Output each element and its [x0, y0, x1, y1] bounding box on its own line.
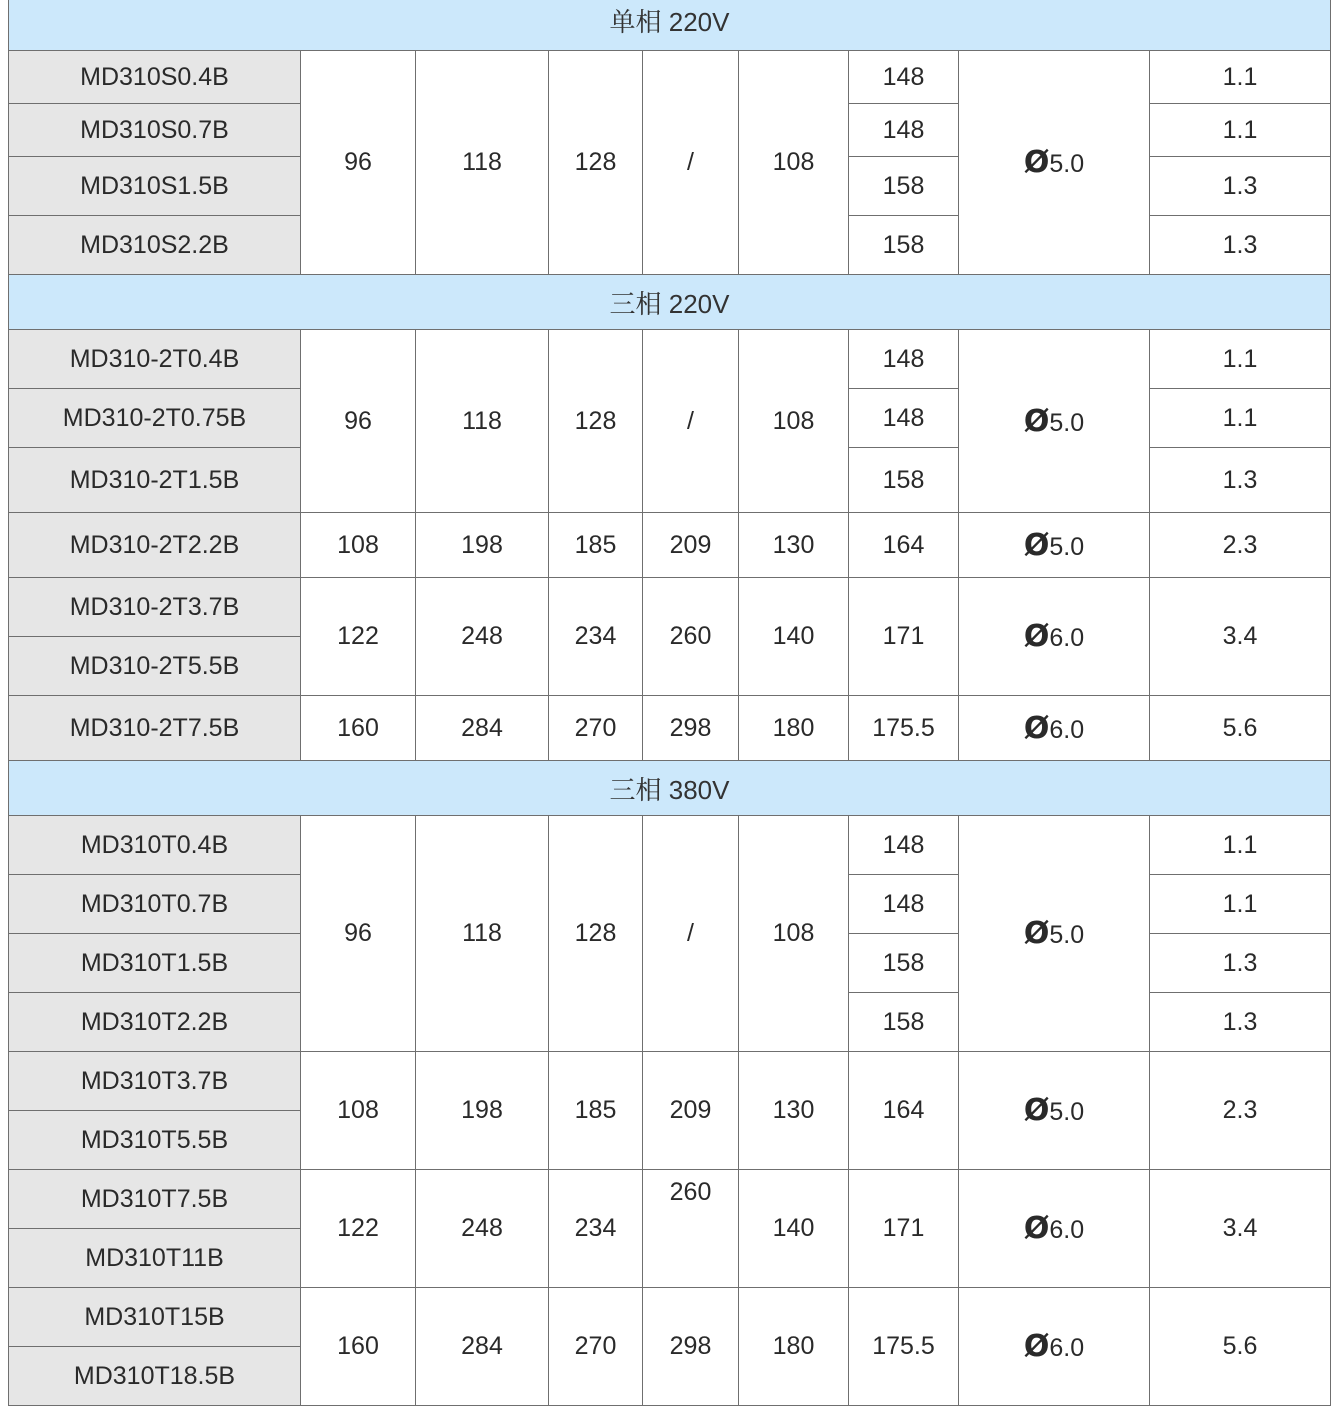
h1-cell: 234: [549, 1170, 643, 1288]
weight-cell: 3.4: [1150, 1170, 1331, 1288]
weight-cell: 1.1: [1150, 389, 1331, 448]
hole-value: 6.0: [1049, 1334, 1085, 1362]
hole-cell: [959, 1170, 1150, 1288]
d-mid-cell: 260: [643, 578, 739, 696]
w1-cell: 140: [739, 578, 849, 696]
depth-cell: 164: [849, 1052, 959, 1170]
hole-cell: [959, 696, 1150, 761]
model-cell: MD310T15B: [9, 1288, 301, 1347]
model-cell: MD310-2T7.5B: [9, 696, 301, 761]
weight-cell: 1.3: [1150, 216, 1331, 275]
d-mid-cell: 298: [643, 1288, 739, 1406]
depth-cell: 148: [849, 389, 959, 448]
hole-cell: [959, 1288, 1150, 1406]
weight-cell: 5.6: [1150, 696, 1331, 761]
diameter-icon: Ø: [1023, 619, 1050, 654]
h1-cell: 234: [549, 578, 643, 696]
weight-cell: 5.6: [1150, 1288, 1331, 1406]
weight-cell: 1.1: [1150, 875, 1331, 934]
w1-cell: 140: [739, 1170, 849, 1288]
w1-cell: 108: [739, 51, 849, 275]
model-cell: MD310S2.2B: [9, 216, 301, 275]
h-cell: 198: [416, 1052, 549, 1170]
w1-cell: 180: [739, 1288, 849, 1406]
depth-cell: 148: [849, 816, 959, 875]
h-cell: 198: [416, 513, 549, 578]
weight-cell: 1.1: [1150, 104, 1331, 157]
weight-cell: 1.3: [1150, 993, 1331, 1052]
weight-cell: 1.3: [1150, 448, 1331, 513]
weight-cell: 1.3: [1150, 157, 1331, 216]
hole-value: 5.0: [1049, 150, 1085, 178]
section-title: 三相 380V: [9, 761, 1331, 816]
model-cell: MD310-2T5.5B: [9, 637, 301, 696]
h-cell: 284: [416, 696, 549, 761]
h-cell: 248: [416, 578, 549, 696]
h1-cell: 128: [549, 330, 643, 513]
depth-cell: 158: [849, 934, 959, 993]
spec-table: [8, 0, 1331, 1406]
weight-cell: 2.3: [1150, 1052, 1331, 1170]
h1-cell: 185: [549, 513, 643, 578]
model-cell: MD310T0.7B: [9, 875, 301, 934]
w1-cell: 108: [739, 816, 849, 1052]
model-cell: MD310S1.5B: [9, 157, 301, 216]
section-title: 三相 220V: [9, 275, 1331, 330]
model-cell: MD310S0.7B: [9, 104, 301, 157]
hole-value: 5.0: [1049, 408, 1085, 437]
diameter-icon: Ø: [1023, 403, 1050, 439]
hole-value: 6.0: [1049, 624, 1085, 652]
section-title: 单相 220V: [9, 0, 1331, 51]
diameter-icon: Ø: [1023, 1329, 1050, 1364]
h-cell: 284: [416, 1288, 549, 1406]
weight-cell: 2.3: [1150, 513, 1331, 578]
depth-cell: 164: [849, 513, 959, 578]
h-cell: 118: [416, 816, 549, 1052]
depth-cell: 148: [849, 330, 959, 389]
w1-cell: 180: [739, 696, 849, 761]
depth-cell: 158: [849, 448, 959, 513]
w-cell: 96: [301, 330, 416, 513]
w-cell: 108: [301, 513, 416, 578]
hole-cell: [959, 578, 1150, 696]
h1-cell: 270: [549, 1288, 643, 1406]
weight-cell: 1.3: [1150, 934, 1331, 993]
w-cell: 160: [301, 696, 416, 761]
hole-value: 5.0: [1049, 532, 1085, 561]
hole-cell: [959, 513, 1150, 578]
h1-cell: 185: [549, 1052, 643, 1170]
w-cell: 96: [301, 51, 416, 275]
diameter-icon: Ø: [1023, 916, 1050, 951]
d-mid-cell: 209: [643, 513, 739, 578]
hole-cell: [959, 816, 1150, 1052]
model-cell: MD310T7.5B: [9, 1170, 301, 1229]
hole-cell: [959, 1052, 1150, 1170]
d-mid-cell: /: [643, 330, 739, 513]
weight-cell: 1.1: [1150, 51, 1331, 104]
h1-cell: 128: [549, 816, 643, 1052]
depth-cell: 171: [849, 1170, 959, 1288]
depth-cell: 148: [849, 51, 959, 104]
h-cell: 118: [416, 51, 549, 275]
model-cell: MD310T18.5B: [9, 1347, 301, 1406]
d-mid-cell: 209: [643, 1052, 739, 1170]
model-cell: MD310-2T2.2B: [9, 513, 301, 578]
h-cell: 118: [416, 330, 549, 513]
model-cell: MD310S0.4B: [9, 51, 301, 104]
d-mid-cell: /: [643, 816, 739, 1052]
model-cell: MD310-2T3.7B: [9, 578, 301, 637]
depth-cell: 148: [849, 104, 959, 157]
hole-value: 5.0: [1049, 1098, 1085, 1126]
d-mid-cell: 260: [643, 1170, 739, 1288]
model-cell: MD310T3.7B: [9, 1052, 301, 1111]
h-cell: 248: [416, 1170, 549, 1288]
model-cell: MD310T11B: [9, 1229, 301, 1288]
h1-cell: 270: [549, 696, 643, 761]
d-mid-cell: /: [643, 51, 739, 275]
w-cell: 96: [301, 816, 416, 1052]
weight-cell: 1.1: [1150, 330, 1331, 389]
depth-cell: 175.5: [849, 1288, 959, 1406]
hole-value: 6.0: [1049, 1216, 1085, 1244]
w1-cell: 108: [739, 330, 849, 513]
model-cell: MD310T2.2B: [9, 993, 301, 1052]
weight-cell: 3.4: [1150, 578, 1331, 696]
model-cell: MD310-2T0.75B: [9, 389, 301, 448]
diameter-icon: Ø: [1023, 1093, 1050, 1128]
depth-cell: 158: [849, 157, 959, 216]
depth-cell: 148: [849, 875, 959, 934]
hole-value: 6.0: [1049, 715, 1085, 744]
depth-cell: 158: [849, 993, 959, 1052]
model-cell: MD310-2T0.4B: [9, 330, 301, 389]
w-cell: 122: [301, 578, 416, 696]
diameter-icon: Ø: [1023, 145, 1050, 180]
diameter-icon: Ø: [1023, 527, 1050, 563]
diameter-icon: Ø: [1023, 710, 1050, 746]
depth-cell: 175.5: [849, 696, 959, 761]
depth-cell: 171: [849, 578, 959, 696]
depth-cell: 158: [849, 216, 959, 275]
model-cell: MD310T1.5B: [9, 934, 301, 993]
w1-cell: 130: [739, 513, 849, 578]
w1-cell: 130: [739, 1052, 849, 1170]
model-cell: MD310-2T1.5B: [9, 448, 301, 513]
w-cell: 122: [301, 1170, 416, 1288]
hole-cell: [959, 330, 1150, 513]
hole-cell: [959, 51, 1150, 275]
w-cell: 160: [301, 1288, 416, 1406]
h1-cell: 128: [549, 51, 643, 275]
weight-cell: 1.1: [1150, 816, 1331, 875]
diameter-icon: Ø: [1023, 1211, 1050, 1246]
d-mid-cell: 298: [643, 696, 739, 761]
model-cell: MD310T5.5B: [9, 1111, 301, 1170]
hole-value: 5.0: [1049, 921, 1085, 949]
model-cell: MD310T0.4B: [9, 816, 301, 875]
w-cell: 108: [301, 1052, 416, 1170]
